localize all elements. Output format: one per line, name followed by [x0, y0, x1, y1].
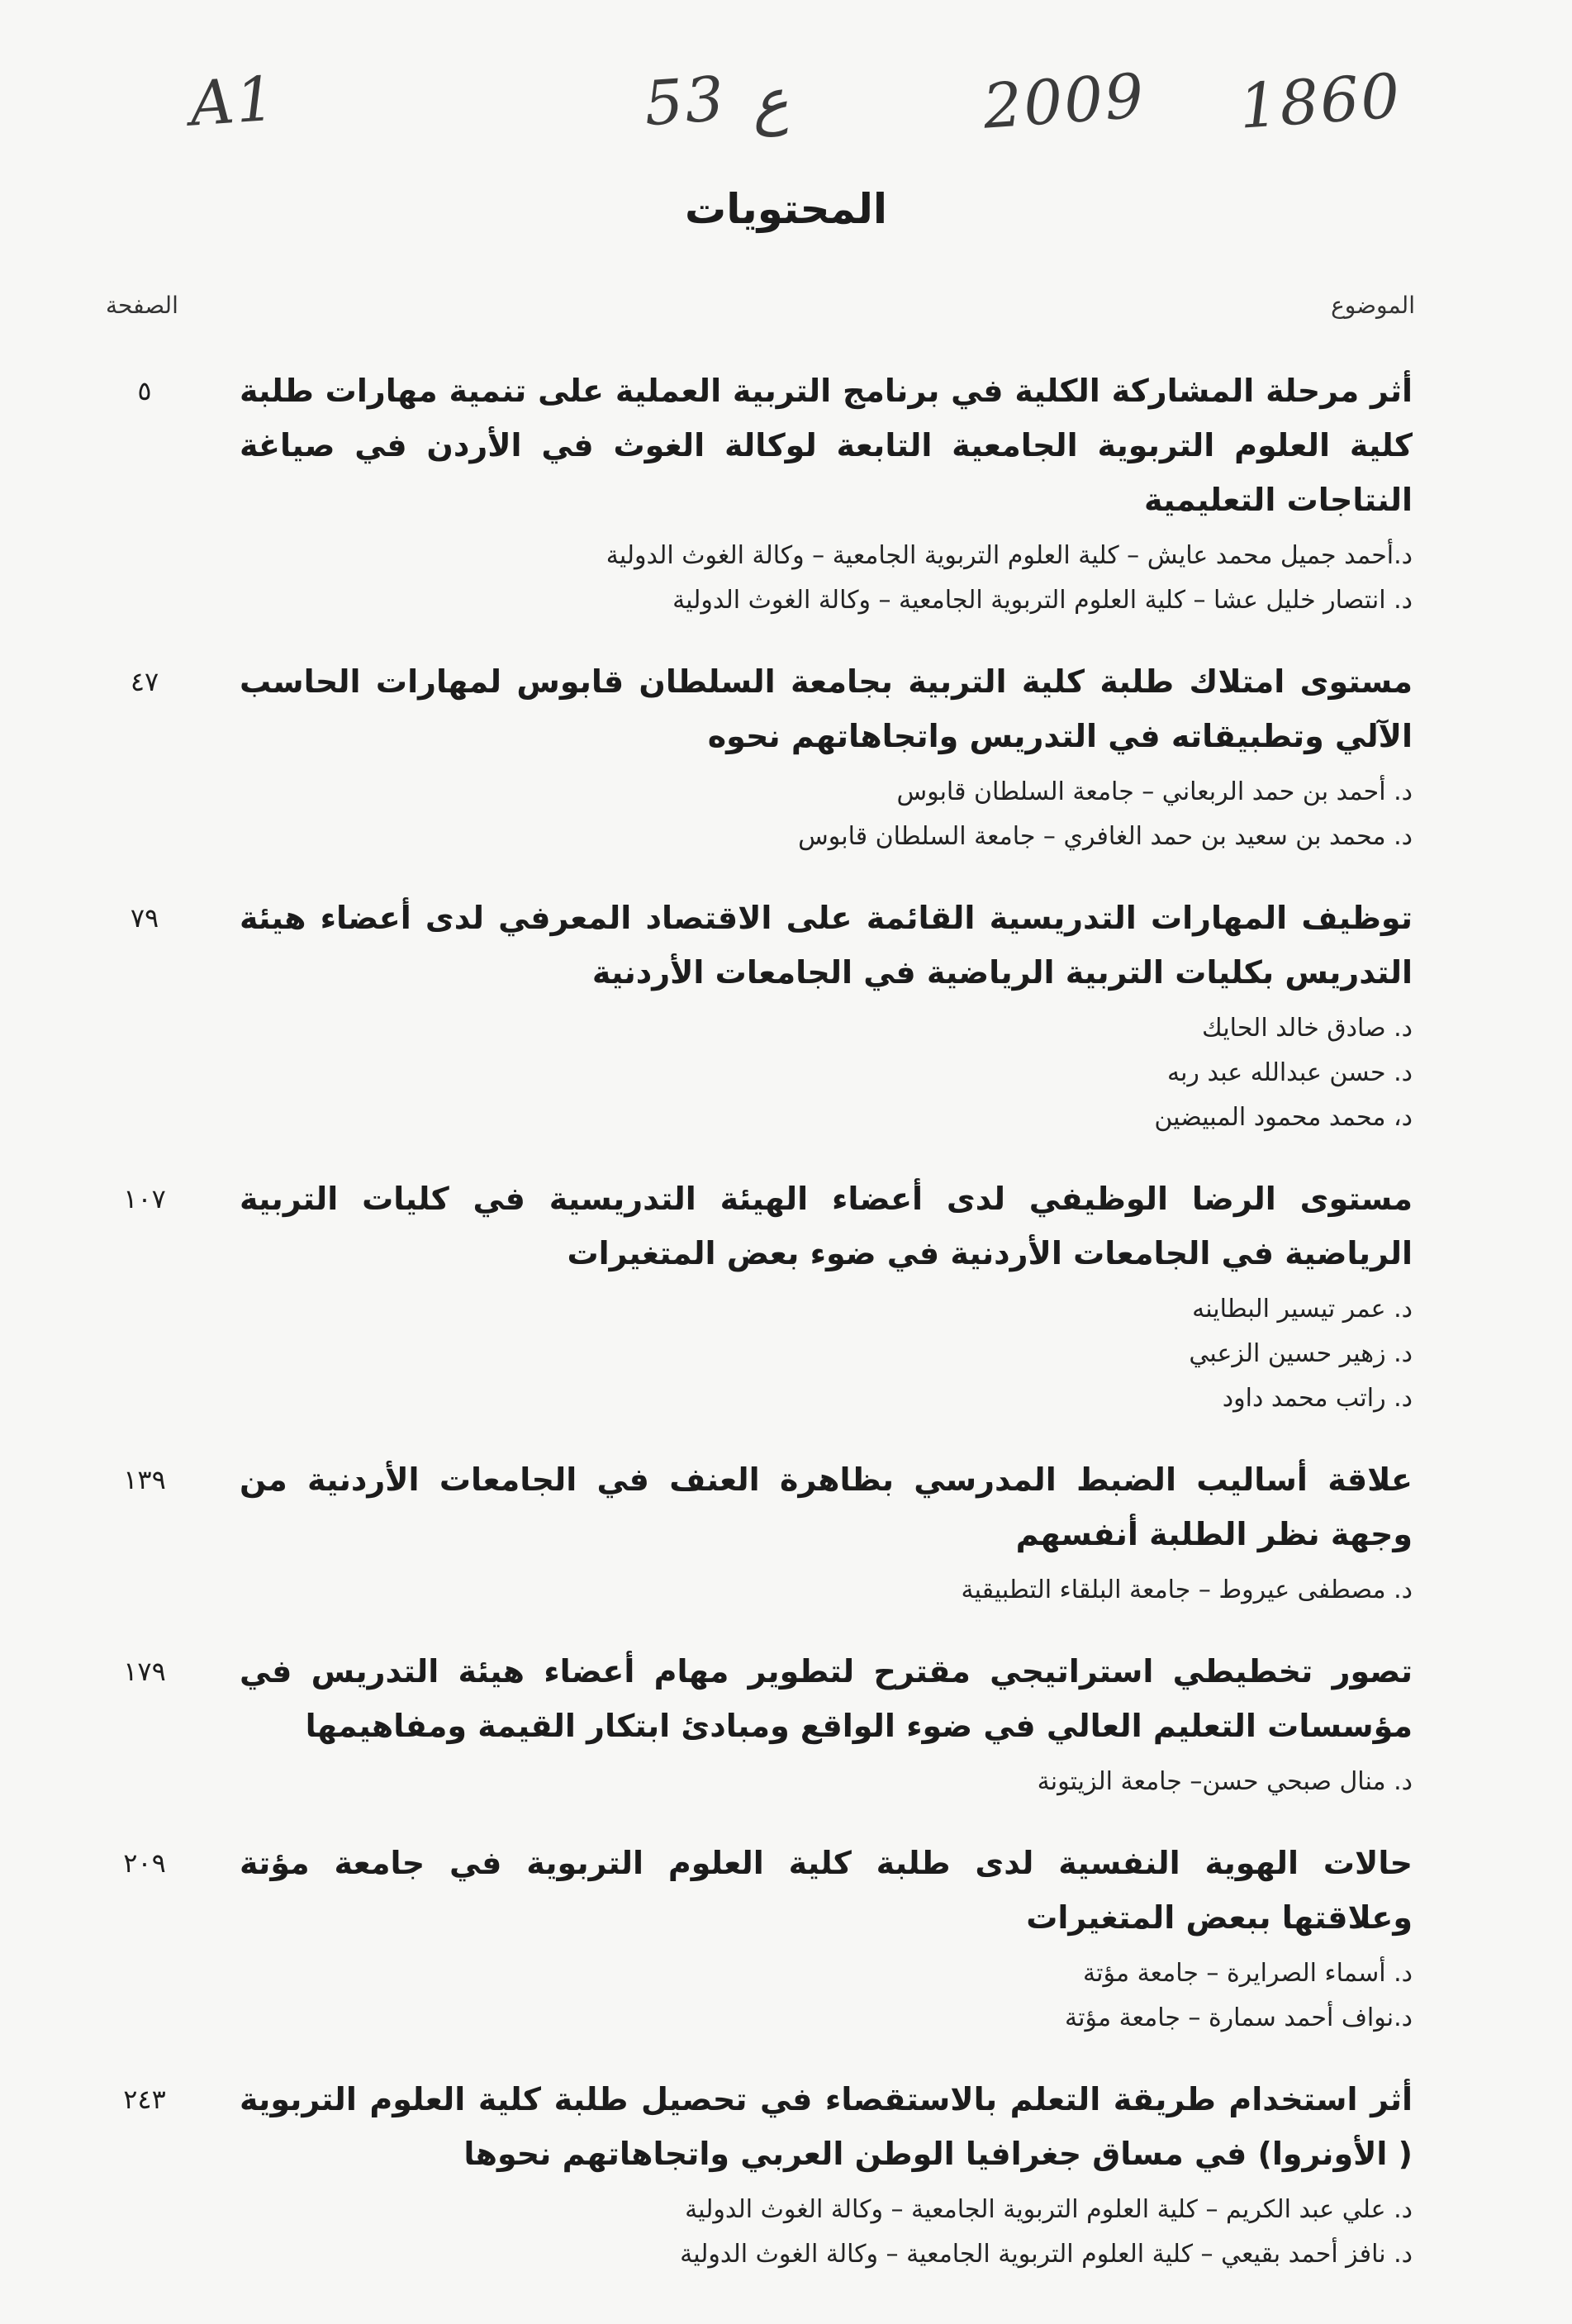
entry-author: د. منال صبحي حسن– جامعة الزيتونة [1037, 1767, 1413, 1796]
entry-authors [124, 2188, 1413, 2277]
entry-authors [124, 1951, 1413, 2041]
entry-authors [124, 1287, 1413, 1421]
entry-authors [124, 770, 1413, 859]
entry-page-number: ١٣٩ [123, 1464, 166, 1495]
entry-page-number: ٢٠٩ [123, 1847, 166, 1879]
entry-page-number: ٤٧ [130, 666, 159, 697]
entry-author: د. صادق خالد الحايك [1202, 1014, 1413, 1043]
toc-entry [124, 2072, 1413, 2277]
entry-page-number: ١٠٧ [123, 1183, 166, 1214]
toc-entry [124, 1172, 1413, 1421]
toc-entry [124, 1452, 1413, 1613]
entry-author: د.أحمد جميل محمد عايش – كلية العلوم التربوية الجامعية – وكالة الغوث الدولية [606, 541, 1413, 570]
entry-author: د. أسماء الصرايرة – جامعة مؤتة [1083, 1959, 1413, 1988]
entry-author: د. نافز أحمد بقيعي – كلية العلوم التربوية الجامعية – وكالة الغوث الدولية [680, 2240, 1413, 2269]
handwritten-mark-a1: A1 [188, 63, 279, 140]
entry-author: د.نواف أحمد سمارة – جامعة مؤتة [1065, 2003, 1413, 2032]
topic-column-header: الموضوع [1331, 292, 1415, 319]
entry-author: د. عمر تيسير البطاينه [1192, 1295, 1413, 1324]
entry-title: علاقة أساليب الضبط المدرسي بظاهرة العنف في الجامعات الأردنية من وجهة نظر الطلبة أنفسهم [240, 1461, 1413, 1552]
entry-author: د. انتصار خليل عشا – كلية العلوم التربوية الجامعية – وكالة الغوث الدولية [672, 586, 1413, 615]
entry-author: د. مصطفى عيروط – جامعة البلقاء التطبيقية [961, 1575, 1413, 1604]
entry-title: أثر مرحلة المشاركة الكلية في برنامج التربية العملية على تنمية مهارات طلبة كلية العلوم التربوية الجامعية التابعة لوكالة الغوث في الأردن في صياغة النتاجات التعليمية [240, 373, 1413, 518]
entry-author: د. حسن عبدالله عبد ربه [1167, 1058, 1413, 1087]
handwritten-mark-ain: ع [749, 64, 791, 139]
entry-author: د. زهير حسين الزعبي [1189, 1339, 1413, 1368]
toc-entry [124, 364, 1413, 623]
entry-page-number: ٥ [137, 375, 152, 406]
toc-entry [124, 891, 1413, 1140]
table-of-contents [124, 364, 1413, 2308]
entry-author: د. علي عبد الكريم – كلية العلوم التربوية الجامعية – وكالة الغوث الدولية [685, 2195, 1413, 2224]
handwritten-mark-53: 53 [642, 63, 729, 140]
entry-authors [124, 534, 1413, 623]
entry-authors [124, 1568, 1413, 1613]
entry-authors [124, 1760, 1413, 1804]
handwritten-mark-2009: 2009 [981, 60, 1148, 143]
entry-author: د، محمد محمود المبيضين [1154, 1103, 1413, 1132]
entry-title: مستوى امتلاك طلبة كلية التربية بجامعة السلطان قابوس لمهارات الحاسب الآلي وتطبيقاته في التدريس واتجاهاتهم نحوه [240, 663, 1413, 754]
entry-title: تصور تخطيطي استراتيجي مقترح لتطوير مهام أعضاء هيئة التدريس في مؤسسات التعليم العالي في ضوء الواقع ومبادئ ابتكار القيمة ومفاهيمها [240, 1653, 1413, 1744]
entry-title: توظيف المهارات التدريسية القائمة على الاقتصاد المعرفي لدى أعضاء هيئة التدريس بكليات التربية الرياضية في الجامعات الأردنية [240, 900, 1413, 991]
entry-title: مستوى الرضا الوظيفي لدى أعضاء الهيئة التدريسية في كليات التربية الرياضية في الجامعات الأردنية في ضوء بعض المتغيرات [240, 1181, 1413, 1271]
entry-title: حالات الهوية النفسية لدى طلبة كلية العلوم التربوية في جامعة مؤتة وعلاقتها ببعض المتغيرات [240, 1845, 1413, 1936]
page-title: المحتويات [684, 185, 888, 233]
toc-entry [124, 1644, 1413, 1804]
entry-page-number: ٧٩ [130, 902, 159, 934]
entry-author: د. أحمد بن حمد الربعاني – جامعة السلطان قابوس [896, 777, 1413, 806]
toc-entry [124, 1836, 1413, 2041]
toc-entry [124, 654, 1413, 859]
entry-page-number: ١٧٩ [123, 1656, 166, 1687]
page-column-header: الصفحة [106, 292, 178, 319]
entry-page-number: ٢٤٣ [123, 2084, 166, 2115]
handwritten-mark-1860: 1860 [1237, 60, 1404, 143]
entry-author: د. محمد بن سعيد بن حمد الغافري – جامعة السلطان قابوس [798, 822, 1413, 851]
entry-authors [124, 1006, 1413, 1140]
entry-author: د. راتب محمد داود [1222, 1384, 1413, 1413]
entry-title: أثر استخدام طريقة التعلم بالاستقصاء في تحصيل طلبة كلية العلوم التربوية ( الأونروا) في مساق جغرافيا الوطن العربي واتجاهاتهم نحوها [240, 2081, 1413, 2172]
